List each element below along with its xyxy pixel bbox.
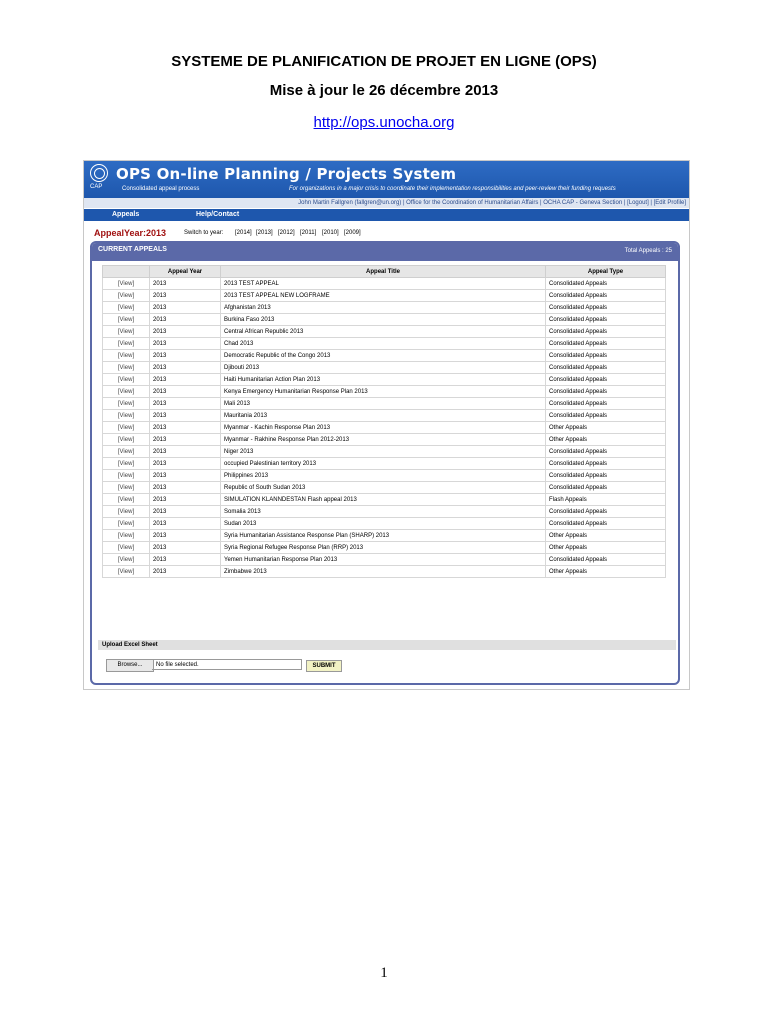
table-row — [103, 470, 666, 482]
nav-appeals[interactable]: Appeals — [112, 211, 140, 218]
appeal-year-cell: 2013 — [150, 458, 221, 470]
appeal-year-cell: 2013 — [150, 386, 221, 398]
view-link[interactable]: [View] — [103, 482, 150, 494]
upload-excel-label: Upload Excel Sheet — [98, 640, 676, 650]
total-appeals-count: Total Appeals : 25 — [624, 248, 672, 254]
table-header-row — [103, 266, 666, 278]
appeal-title-cell: Niger 2013 — [221, 446, 546, 458]
appeal-type-cell: Consolidated Appeals — [546, 314, 666, 326]
appeal-type-cell: Consolidated Appeals — [546, 482, 666, 494]
year-link-2010[interactable]: [2010] — [322, 230, 339, 236]
appeal-year-cell: 2013 — [150, 494, 221, 506]
appeal-type-cell: Other Appeals — [546, 530, 666, 542]
table-row — [103, 338, 666, 350]
app-title: OPS On-line Planning / Projects System — [116, 165, 457, 183]
app-tagline: Consolidated appeal process — [122, 186, 200, 192]
view-link[interactable]: [View] — [103, 338, 150, 350]
appeal-type-cell: Consolidated Appeals — [546, 446, 666, 458]
appeal-year-cell: 2013 — [150, 422, 221, 434]
table-row — [103, 506, 666, 518]
appeal-type-cell: Consolidated Appeals — [546, 554, 666, 566]
submit-button[interactable]: SUBMIT — [306, 660, 342, 672]
view-link[interactable]: [View] — [103, 470, 150, 482]
appeal-year-cell: 2013 — [150, 482, 221, 494]
table-row — [103, 326, 666, 338]
appeal-type-cell: Consolidated Appeals — [546, 362, 666, 374]
view-link[interactable]: [View] — [103, 278, 150, 290]
appeal-title-cell: Yemen Humanitarian Response Plan 2013 — [221, 554, 546, 566]
view-link[interactable]: [View] — [103, 458, 150, 470]
appeal-type-cell: Consolidated Appeals — [546, 386, 666, 398]
table-row — [103, 398, 666, 410]
app-banner — [84, 161, 689, 198]
appeal-type-cell: Consolidated Appeals — [546, 398, 666, 410]
header-view — [103, 266, 150, 278]
header-appeal-year: Appeal Year — [150, 266, 221, 278]
appeal-title-cell: Syria Regional Refugee Response Plan (RRP) 2013 — [221, 542, 546, 554]
appeal-title-cell: Myanmar - Kachin Response Plan 2013 — [221, 422, 546, 434]
user-bar-text[interactable]: John Martin Fallgren (fallgren@un.org) | Office for the Coordination of Humanitarian Affairs | OCHA CAP - Geneva Section | [Logout] | [Edit Profile] — [298, 200, 686, 206]
view-link[interactable]: [View] — [103, 506, 150, 518]
appeal-type-cell: Consolidated Appeals — [546, 374, 666, 386]
appeal-type-cell: Consolidated Appeals — [546, 470, 666, 482]
appeal-year-cell: 2013 — [150, 398, 221, 410]
appeal-type-cell: Consolidated Appeals — [546, 350, 666, 362]
appeal-type-cell: Consolidated Appeals — [546, 290, 666, 302]
appeal-type-cell: Consolidated Appeals — [546, 278, 666, 290]
view-link[interactable]: [View] — [103, 326, 150, 338]
appeal-title-cell: Afghanistan 2013 — [221, 302, 546, 314]
view-link[interactable]: [View] — [103, 542, 150, 554]
appeal-year-cell: 2013 — [150, 314, 221, 326]
header-appeal-type: Appeal Type — [546, 266, 666, 278]
appeal-type-cell: Consolidated Appeals — [546, 458, 666, 470]
appeal-title-cell: 2013 TEST APPEAL — [221, 278, 546, 290]
ops-url-link[interactable]: http://ops.unocha.org — [313, 114, 455, 131]
table-row — [103, 362, 666, 374]
appeal-type-cell: Consolidated Appeals — [546, 506, 666, 518]
appeal-type-cell: Other Appeals — [546, 422, 666, 434]
appeal-title-cell: Zimbabwe 2013 — [221, 566, 546, 578]
appeal-title-cell: Republic of South Sudan 2013 — [221, 482, 546, 494]
appeal-year-cell: 2013 — [150, 470, 221, 482]
appeal-title-cell: Myanmar - Rakhine Response Plan 2012-2013 — [221, 434, 546, 446]
table-row — [103, 554, 666, 566]
table-row — [103, 482, 666, 494]
view-link[interactable]: [View] — [103, 410, 150, 422]
table-row — [103, 302, 666, 314]
view-link[interactable]: [View] — [103, 422, 150, 434]
appeal-title-cell: occupied Palestinian territory 2013 — [221, 458, 546, 470]
table-row — [103, 278, 666, 290]
appeal-title-cell: Haiti Humanitarian Action Plan 2013 — [221, 374, 546, 386]
appeal-title-cell: Central African Republic 2013 — [221, 326, 546, 338]
table-row — [103, 422, 666, 434]
appeal-title-cell: SIMULATION KLANNDESTAN Flash appeal 2013 — [221, 494, 546, 506]
year-link-2011[interactable]: [2011] — [300, 230, 317, 236]
appeal-title-cell: Philippines 2013 — [221, 470, 546, 482]
view-link[interactable]: [View] — [103, 518, 150, 530]
appeal-type-cell: Consolidated Appeals — [546, 518, 666, 530]
year-link-2012[interactable]: [2012] — [278, 230, 295, 236]
view-link[interactable]: [View] — [103, 446, 150, 458]
ops-screenshot — [83, 160, 690, 690]
view-link[interactable]: [View] — [103, 494, 150, 506]
appeal-title-cell: Sudan 2013 — [221, 518, 546, 530]
current-appeal-year: AppealYear:2013 — [94, 228, 167, 238]
browse-button[interactable]: Browse... — [106, 659, 154, 672]
appeal-year-cell: 2013 — [150, 350, 221, 362]
table-row — [103, 314, 666, 326]
header-appeal-title: Appeal Title — [221, 266, 546, 278]
appeal-title-cell: 2013 TEST APPEAL NEW LOGFRAME — [221, 290, 546, 302]
panel-header — [92, 243, 678, 261]
appeal-type-cell: Other Appeals — [546, 542, 666, 554]
appeal-type-cell: Consolidated Appeals — [546, 326, 666, 338]
table-row — [103, 542, 666, 554]
appeal-type-cell: Other Appeals — [546, 434, 666, 446]
view-link[interactable]: [View] — [103, 554, 150, 566]
appeal-year-cell: 2013 — [150, 362, 221, 374]
document-title: SYSTEME DE PLANIFICATION DE PROJET EN LIGNE (OPS) — [171, 53, 597, 70]
view-link[interactable]: [View] — [103, 290, 150, 302]
view-link[interactable]: [View] — [103, 374, 150, 386]
year-link-2009[interactable]: [2009] — [344, 230, 361, 236]
appeal-year-cell: 2013 — [150, 446, 221, 458]
appeal-year-cell: 2013 — [150, 566, 221, 578]
appeal-year-cell: 2013 — [150, 434, 221, 446]
panel-title: CURRENT APPEALS — [98, 246, 167, 253]
table-row — [103, 446, 666, 458]
table-row — [103, 350, 666, 362]
appeal-title-cell: Chad 2013 — [221, 338, 546, 350]
view-link[interactable]: [View] — [103, 434, 150, 446]
user-bar — [84, 198, 689, 208]
table-row — [103, 458, 666, 470]
appeal-year-cell: 2013 — [150, 338, 221, 350]
appeal-year-cell: 2013 — [150, 326, 221, 338]
appeal-title-cell: Democratic Republic of the Congo 2013 — [221, 350, 546, 362]
table-row — [103, 410, 666, 422]
appeal-type-cell: Consolidated Appeals — [546, 302, 666, 314]
appeal-title-cell: Kenya Emergency Humanitarian Response Plan 2013 — [221, 386, 546, 398]
appeal-year-cell: 2013 — [150, 554, 221, 566]
appeals-table-body — [103, 278, 666, 578]
appeal-title-cell: Syria Humanitarian Assistance Response Plan (SHARP) 2013 — [221, 530, 546, 542]
current-appeals-panel — [90, 241, 680, 685]
table-row — [103, 494, 666, 506]
appeal-title-cell: Mauritania 2013 — [221, 410, 546, 422]
year-link-2014[interactable]: [2014] — [235, 230, 252, 236]
file-status: No file selected. — [152, 659, 302, 670]
table-row — [103, 518, 666, 530]
view-link[interactable]: [View] — [103, 398, 150, 410]
appeal-year-cell: 2013 — [150, 374, 221, 386]
switch-year-label: Switch to year: — [184, 230, 224, 236]
table-row — [103, 386, 666, 398]
cap-label: CAP — [90, 184, 103, 190]
un-emblem-icon — [90, 164, 108, 182]
app-description: For organizations in a major crisis to coordinate their implementation responsibilities and peer-review their funding requests — [289, 186, 616, 192]
view-link[interactable]: [View] — [103, 386, 150, 398]
nav-help-contact[interactable]: Help/Contact — [196, 211, 240, 218]
appeal-year-cell: 2013 — [150, 302, 221, 314]
page-number: 1 — [380, 965, 388, 981]
view-link[interactable]: [View] — [103, 530, 150, 542]
appeal-year-cell: 2013 — [150, 518, 221, 530]
view-link[interactable]: [View] — [103, 362, 150, 374]
appeals-table — [102, 265, 666, 578]
table-row — [103, 434, 666, 446]
appeal-year-cell: 2013 — [150, 278, 221, 290]
appeal-type-cell: Consolidated Appeals — [546, 410, 666, 422]
view-link[interactable]: [View] — [103, 350, 150, 362]
table-row — [103, 530, 666, 542]
appeal-title-cell: Mali 2013 — [221, 398, 546, 410]
appeal-type-cell: Other Appeals — [546, 566, 666, 578]
appeal-year-cell: 2013 — [150, 410, 221, 422]
appeal-year-cell: 2013 — [150, 290, 221, 302]
appeal-title-cell: Somalia 2013 — [221, 506, 546, 518]
appeal-type-cell: Consolidated Appeals — [546, 338, 666, 350]
table-row — [103, 566, 666, 578]
appeal-year-cell: 2013 — [150, 530, 221, 542]
table-row — [103, 290, 666, 302]
view-link[interactable]: [View] — [103, 302, 150, 314]
appeal-title-cell: Burkina Faso 2013 — [221, 314, 546, 326]
document-subtitle: Mise à jour le 26 décembre 2013 — [269, 82, 499, 99]
appeal-year-cell: 2013 — [150, 542, 221, 554]
nav-bar — [84, 209, 689, 221]
appeal-title-cell: Djibouti 2013 — [221, 362, 546, 374]
appeal-year-cell: 2013 — [150, 506, 221, 518]
year-link-2013[interactable]: [2013] — [256, 230, 273, 236]
view-link[interactable]: [View] — [103, 314, 150, 326]
table-row — [103, 374, 666, 386]
appeal-type-cell: Flash Appeals — [546, 494, 666, 506]
view-link[interactable]: [View] — [103, 566, 150, 578]
